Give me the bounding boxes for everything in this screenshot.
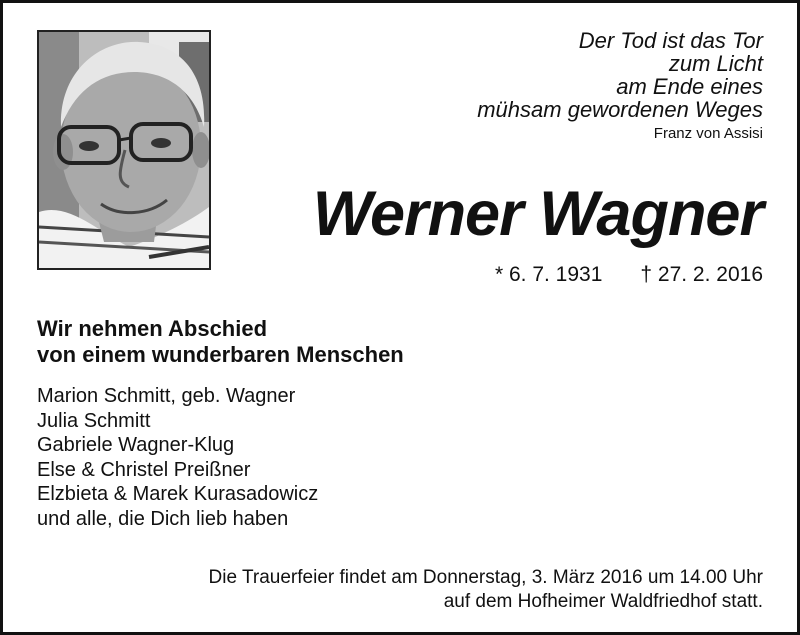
portrait-photo: [37, 30, 211, 270]
mourner-name: Marion Schmitt, geb. Wagner: [37, 385, 296, 407]
deceased-name: Werner Wagner: [312, 179, 763, 249]
farewell-heading: [37, 316, 404, 368]
mourner-name: Else & Christel Preißner: [37, 458, 251, 481]
quote-line: mühsam gewordenen Weges: [477, 97, 763, 122]
quote-line: Der Tod ist das Tor: [578, 28, 763, 53]
service-line: auf dem Hofheimer Waldfriedhof statt.: [443, 591, 763, 612]
farewell-line: von einem wunderbaren Menschen: [37, 342, 404, 367]
quote-author: Franz von Assisi: [653, 125, 763, 142]
quote-line: am Ende eines: [616, 74, 763, 99]
quote-line: zum Licht: [668, 51, 763, 76]
life-dates: [495, 263, 763, 287]
mourner-name: Elzbieta & Marek Kurasadowicz: [37, 483, 319, 505]
mourner-name: Julia Schmitt: [37, 409, 151, 432]
birth-date: * 6. 7. 1931: [494, 263, 603, 286]
mourner-name: und alle, die Dich lieb haben: [37, 507, 289, 530]
death-date: † 27. 2. 2016: [640, 263, 763, 286]
mourners-list: [37, 384, 318, 531]
mourner-name: Gabriele Wagner-Klug: [37, 434, 235, 456]
funeral-service-info: [209, 566, 763, 614]
farewell-line: Wir nehmen Abschied: [37, 316, 268, 341]
service-line: Die Trauerfeier findet am Donnerstag, 3. März 2016 um 14.00 Uhr: [208, 567, 763, 588]
quote-block: [477, 29, 763, 121]
